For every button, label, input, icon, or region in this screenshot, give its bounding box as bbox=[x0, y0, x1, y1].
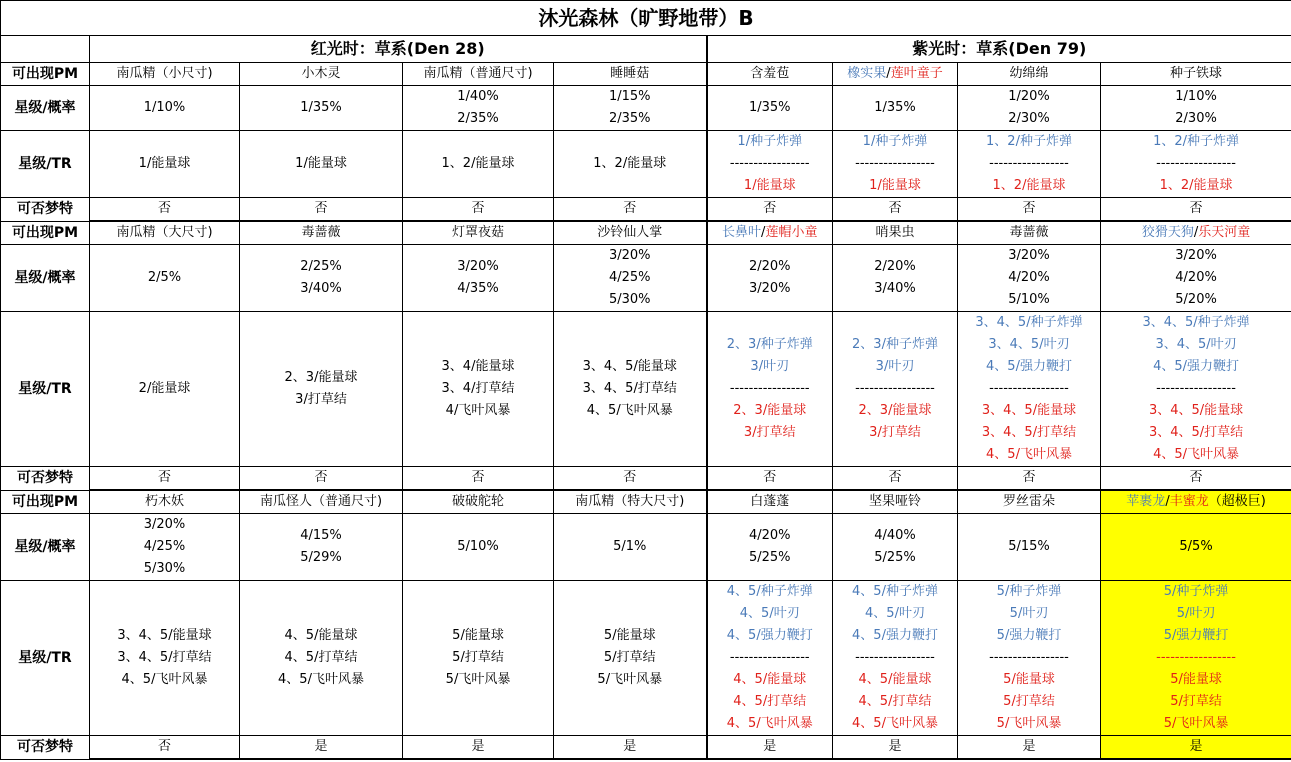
pm-cell bbox=[1101, 63, 1291, 86]
pm-cell bbox=[554, 221, 707, 245]
cell-text: 4、5/种子炸弹 bbox=[852, 584, 938, 599]
tr-cell bbox=[833, 131, 958, 198]
cell-text: 5/种子炸弹 bbox=[1163, 584, 1229, 599]
purple-light-header: 紫光时：草系(Den 79) bbox=[707, 36, 1291, 63]
row-label-dream: 可否梦特 bbox=[1, 467, 90, 491]
pm-cell bbox=[403, 63, 554, 86]
cell-text: 2/35% bbox=[457, 111, 499, 126]
pm-cell bbox=[958, 490, 1101, 514]
cell-text: 3、4、5/打草结 bbox=[1148, 425, 1244, 440]
cell-text: 3/20% bbox=[457, 259, 499, 274]
cell-text: 1/种子炸弹 bbox=[737, 134, 803, 149]
cell-text: ----------------- bbox=[989, 381, 1069, 396]
row-label-tr: 星级/TR bbox=[1, 312, 90, 467]
cell-text: 5/20% bbox=[1175, 292, 1217, 307]
cell-text: 莲叶童子 bbox=[890, 66, 943, 81]
rate-cell bbox=[707, 514, 833, 581]
cell-text: 3、4、5/打草结 bbox=[117, 650, 212, 665]
cell-text: 长鼻叶 bbox=[722, 225, 762, 240]
cell-text: 4、5/强力鞭打 bbox=[986, 359, 1072, 374]
rate-cell bbox=[554, 514, 707, 581]
cell-text: ----------------- bbox=[855, 650, 935, 665]
cell-text: 1、2/能量球 bbox=[1159, 178, 1233, 193]
cell-text: 狡猾天狗 bbox=[1141, 225, 1194, 240]
pm-cell bbox=[240, 221, 403, 245]
cell-text: 3/打草结 bbox=[295, 392, 347, 407]
cell-text: 3/20% bbox=[608, 248, 651, 263]
cell-text: 5/飞叶风暴 bbox=[996, 716, 1062, 731]
cell-text: 4、5/飞叶风暴 bbox=[1153, 447, 1240, 462]
cell-text: ----------------- bbox=[855, 381, 935, 396]
cell-text: 1、2/能量球 bbox=[593, 156, 667, 171]
tr-cell bbox=[958, 131, 1101, 198]
cell-text: 5/能量球 bbox=[603, 628, 656, 643]
rate-cell bbox=[403, 514, 554, 581]
cell-text: 5/能量球 bbox=[1003, 672, 1055, 687]
rate-cell bbox=[707, 245, 833, 312]
dream-cell: 否 bbox=[833, 198, 958, 222]
cell-text: 1/能量球 bbox=[138, 156, 191, 171]
cell-text: 3/叶刃 bbox=[750, 359, 790, 374]
cell-text: ----------------- bbox=[1156, 156, 1236, 171]
dream-cell: 否 bbox=[1101, 467, 1291, 491]
rate-cell bbox=[240, 86, 403, 131]
dream-cell: 否 bbox=[554, 198, 707, 222]
dream-cell: 否 bbox=[1101, 198, 1291, 222]
cell-text: ----------------- bbox=[729, 381, 810, 396]
cell-text: ----------------- bbox=[729, 156, 810, 171]
dream-cell: 否 bbox=[707, 198, 833, 222]
cell-text: 4、5/飞叶风暴 bbox=[852, 716, 938, 731]
cell-text: 5/种子炸弹 bbox=[996, 584, 1062, 599]
rate-cell bbox=[90, 245, 240, 312]
tr-cell bbox=[833, 581, 958, 736]
cell-text: 4/20% bbox=[748, 528, 791, 543]
tr-cell bbox=[90, 312, 240, 467]
cell-text: 1/10% bbox=[1175, 89, 1217, 104]
cell-text: 4、5/能量球 bbox=[733, 672, 807, 687]
cell-text: 2、3/种子炸弹 bbox=[852, 337, 938, 352]
cell-text: 4/20% bbox=[1008, 270, 1050, 285]
cell-text: 2/25% bbox=[300, 259, 342, 274]
cell-text: 3、4、5/能量球 bbox=[582, 359, 677, 374]
rate-cell bbox=[403, 86, 554, 131]
pm-cell bbox=[403, 490, 554, 514]
row-rate bbox=[1, 86, 1291, 131]
cell-text: 罗丝雷朵 bbox=[1002, 494, 1055, 509]
cell-text: 3/打草结 bbox=[743, 425, 796, 440]
dream-cell: 是 bbox=[240, 736, 403, 760]
pm-cell bbox=[707, 490, 833, 514]
pm-cell bbox=[707, 221, 833, 245]
rate-cell bbox=[90, 514, 240, 581]
cell-text: 5/叶刃 bbox=[1176, 606, 1216, 621]
dream-cell: 是 bbox=[707, 736, 833, 760]
tr-cell bbox=[403, 312, 554, 467]
dream-cell: 是 bbox=[833, 736, 958, 760]
tr-cell bbox=[90, 581, 240, 736]
rate-cell bbox=[90, 86, 240, 131]
row-label-rate: 星级/概率 bbox=[1, 245, 90, 312]
rate-cell bbox=[833, 514, 958, 581]
tr-cell bbox=[240, 581, 403, 736]
cell-text: 种子铁球 bbox=[1170, 66, 1223, 81]
cell-text: 3/叶刃 bbox=[875, 359, 915, 374]
cell-text: 5/30% bbox=[143, 561, 186, 576]
pm-cell bbox=[90, 221, 240, 245]
row-dream bbox=[1, 467, 1291, 491]
cell-text: 2、3/种子炸弹 bbox=[726, 337, 813, 352]
cell-text: ----------------- bbox=[1156, 381, 1236, 396]
pm-cell bbox=[833, 63, 958, 86]
cell-text: 5/飞叶风暴 bbox=[597, 672, 663, 687]
rate-cell bbox=[833, 245, 958, 312]
row-tr bbox=[1, 312, 1291, 467]
cell-text: 3、4、5/种子炸弹 bbox=[975, 315, 1083, 330]
rate-cell bbox=[240, 245, 403, 312]
cell-text: 3、4、5/打草结 bbox=[981, 425, 1077, 440]
cell-text: 4/15% bbox=[300, 528, 342, 543]
cell-text: ----------------- bbox=[729, 650, 810, 665]
cell-text: 朽木妖 bbox=[144, 494, 184, 509]
tr-cell bbox=[833, 312, 958, 467]
cell-text: 5/强力鞭打 bbox=[996, 628, 1062, 643]
cell-text: 4、5/打草结 bbox=[284, 650, 358, 665]
row-pm bbox=[1, 63, 1291, 86]
cell-text: 毒蔷薇 bbox=[1009, 225, 1049, 240]
cell-text: 南瓜怪人（普通尺寸) bbox=[259, 494, 383, 509]
cell-text: / bbox=[1193, 225, 1199, 240]
row-label-rate: 星级/概率 bbox=[1, 514, 90, 581]
tr-cell bbox=[90, 131, 240, 198]
rate-cell bbox=[554, 86, 707, 131]
cell-text: 1/15% bbox=[608, 89, 651, 104]
cell-text: 3、4、5/叶刃 bbox=[988, 337, 1070, 352]
cell-text: 哨果虫 bbox=[875, 225, 915, 240]
dream-cell: 否 bbox=[90, 467, 240, 491]
cell-text: 5/飞叶风暴 bbox=[445, 672, 511, 687]
cell-text: 3、4、5/能量球 bbox=[117, 628, 212, 643]
cell-text: 4、5/打草结 bbox=[858, 694, 932, 709]
cell-text: 苹裹龙 bbox=[1126, 494, 1166, 509]
cell-text: 5/打草结 bbox=[603, 650, 656, 665]
cell-text: 破破舵轮 bbox=[451, 494, 504, 509]
rate-cell bbox=[958, 514, 1101, 581]
cell-text: 南瓜精（小尺寸) bbox=[116, 66, 213, 81]
dream-cell: 否 bbox=[90, 736, 240, 760]
cell-text: 3、4、5/打草结 bbox=[582, 381, 677, 396]
cell-text: 3、4/打草结 bbox=[441, 381, 515, 396]
row-label-pm: 可出现PM bbox=[1, 490, 90, 514]
cell-text: 4/25% bbox=[143, 539, 186, 554]
cell-text: 4、5/打草结 bbox=[733, 694, 807, 709]
tr-cell bbox=[240, 131, 403, 198]
cell-text: 5/5% bbox=[1179, 539, 1213, 554]
pm-cell bbox=[958, 221, 1101, 245]
cell-text: 5/10% bbox=[457, 539, 499, 554]
cell-text: / bbox=[886, 66, 891, 81]
cell-text: 2、3/能量球 bbox=[733, 403, 807, 418]
rate-cell bbox=[1101, 86, 1291, 131]
cell-text: 2/30% bbox=[1175, 111, 1217, 126]
cell-text: 2、3/能量球 bbox=[858, 403, 932, 418]
rate-cell bbox=[554, 245, 707, 312]
cell-text: 坚果哑铃 bbox=[868, 494, 921, 509]
pm-cell bbox=[90, 63, 240, 86]
dream-cell: 否 bbox=[554, 467, 707, 491]
cell-text: 5/1% bbox=[613, 539, 647, 554]
cell-text: 4/35% bbox=[457, 281, 499, 296]
cell-text: 沙铃仙人掌 bbox=[597, 225, 663, 240]
cell-text: 2/5% bbox=[147, 270, 182, 285]
pm-cell bbox=[240, 490, 403, 514]
row-label-dream: 可否梦特 bbox=[1, 736, 90, 760]
dream-cell: 是 bbox=[958, 736, 1101, 760]
cell-text: 4/25% bbox=[608, 270, 651, 285]
cell-text: 2/能量球 bbox=[138, 381, 191, 396]
cell-text: 5/30% bbox=[608, 292, 651, 307]
cell-text: 4、5/飞叶风暴 bbox=[726, 716, 813, 731]
cell-text: ----------------- bbox=[989, 650, 1069, 665]
cell-text: 1/35% bbox=[748, 100, 791, 115]
row-rate bbox=[1, 245, 1291, 312]
dream-cell: 否 bbox=[403, 467, 554, 491]
row-tr bbox=[1, 581, 1291, 736]
dream-cell: 是 bbox=[1101, 736, 1291, 760]
rate-cell bbox=[240, 514, 403, 581]
cell-text: 丰蜜龙 bbox=[1169, 494, 1209, 509]
tr-cell bbox=[554, 131, 707, 198]
cell-text: ----------------- bbox=[989, 156, 1069, 171]
dream-cell: 否 bbox=[707, 467, 833, 491]
tr-cell bbox=[958, 581, 1101, 736]
pm-cell bbox=[1101, 490, 1291, 514]
row-pm bbox=[1, 490, 1291, 514]
cell-text: 1/40% bbox=[457, 89, 499, 104]
cell-text: 2/20% bbox=[748, 259, 791, 274]
cell-text: 5/25% bbox=[874, 550, 916, 565]
cell-text: 毒蔷薇 bbox=[301, 225, 341, 240]
tr-cell bbox=[240, 312, 403, 467]
corner-cell bbox=[1, 36, 90, 63]
dream-cell: 否 bbox=[240, 198, 403, 222]
cell-text: 4、5/能量球 bbox=[858, 672, 932, 687]
cell-text: 1、2/种子炸弹 bbox=[986, 134, 1072, 149]
cell-text: 3/20% bbox=[748, 281, 791, 296]
tr-cell bbox=[707, 312, 833, 467]
row-label-pm: 可出现PM bbox=[1, 221, 90, 245]
cell-text: 莲帽小童 bbox=[765, 225, 818, 240]
cell-text: 5/15% bbox=[1008, 539, 1050, 554]
rate-cell bbox=[958, 245, 1101, 312]
tr-cell bbox=[1101, 312, 1291, 467]
cell-text: 4、5/种子炸弹 bbox=[726, 584, 813, 599]
cell-text: 4/20% bbox=[1175, 270, 1217, 285]
cell-text: 5/25% bbox=[748, 550, 791, 565]
cell-text: 1/能量球 bbox=[743, 178, 796, 193]
cell-text: 3/20% bbox=[1008, 248, 1050, 263]
row-dream bbox=[1, 198, 1291, 222]
row-label-rate: 星级/概率 bbox=[1, 86, 90, 131]
tr-cell bbox=[707, 581, 833, 736]
cell-text: 5/29% bbox=[300, 550, 342, 565]
cell-text: 4、5/飞叶风暴 bbox=[121, 672, 208, 687]
pm-cell bbox=[707, 63, 833, 86]
cell-text: 4、5/飞叶风暴 bbox=[986, 447, 1072, 462]
row-label-tr: 星级/TR bbox=[1, 581, 90, 736]
cell-text: / bbox=[1165, 494, 1170, 509]
pm-cell bbox=[833, 490, 958, 514]
rate-cell bbox=[958, 86, 1101, 131]
cell-text: 5/打草结 bbox=[1170, 694, 1222, 709]
cell-text: 2/35% bbox=[608, 111, 651, 126]
dream-cell: 否 bbox=[240, 467, 403, 491]
tr-cell bbox=[554, 312, 707, 467]
cell-text: 3/打草结 bbox=[869, 425, 921, 440]
cell-text: 5/强力鞭打 bbox=[1163, 628, 1229, 643]
cell-text: 小木灵 bbox=[301, 66, 341, 81]
dream-cell: 否 bbox=[958, 198, 1101, 222]
cell-text: ----------------- bbox=[855, 156, 935, 171]
cell-text: 南瓜精（特大尺寸) bbox=[575, 494, 685, 509]
cell-text: 灯罩夜菇 bbox=[451, 225, 504, 240]
row-dream bbox=[1, 736, 1291, 760]
tr-cell bbox=[403, 581, 554, 736]
row-label-pm: 可出现PM bbox=[1, 63, 90, 86]
rate-cell bbox=[1101, 245, 1291, 312]
cell-text: 2/20% bbox=[874, 259, 916, 274]
cell-text: 南瓜精（大尺寸) bbox=[116, 225, 213, 240]
dream-cell: 是 bbox=[554, 736, 707, 760]
tr-cell bbox=[707, 131, 833, 198]
pm-cell bbox=[554, 490, 707, 514]
cell-text: 5/能量球 bbox=[1170, 672, 1222, 687]
pm-cell bbox=[958, 63, 1101, 86]
cell-text: 5/打草结 bbox=[452, 650, 504, 665]
pm-cell bbox=[90, 490, 240, 514]
tr-cell bbox=[1101, 131, 1291, 198]
cell-text: 3/20% bbox=[143, 517, 186, 532]
row-rate bbox=[1, 514, 1291, 581]
cell-text: 4/40% bbox=[874, 528, 916, 543]
cell-text: 5/飞叶风暴 bbox=[1163, 716, 1229, 731]
cell-text: 橡实果 bbox=[847, 66, 887, 81]
rate-cell bbox=[1101, 514, 1291, 581]
tr-cell bbox=[1101, 581, 1291, 736]
cell-text: 3/20% bbox=[1175, 248, 1217, 263]
cell-text: 4、5/飞叶风暴 bbox=[586, 403, 673, 418]
cell-text: / bbox=[761, 225, 766, 240]
cell-text: 1/20% bbox=[1008, 89, 1050, 104]
cell-text: 3、4/能量球 bbox=[441, 359, 515, 374]
cell-text: 1/35% bbox=[300, 100, 342, 115]
dream-cell: 否 bbox=[958, 467, 1101, 491]
cell-text: 5/叶刃 bbox=[1009, 606, 1049, 621]
cell-text: 1、2/种子炸弹 bbox=[1153, 134, 1240, 149]
rate-cell bbox=[833, 86, 958, 131]
cell-text: 1/能量球 bbox=[295, 156, 347, 171]
cell-text: 2/30% bbox=[1008, 111, 1050, 126]
cell-text: 幼绵绵 bbox=[1009, 66, 1049, 81]
cell-text: 3/40% bbox=[874, 281, 916, 296]
tr-cell bbox=[958, 312, 1101, 467]
cell-text: 1、2/能量球 bbox=[441, 156, 515, 171]
cell-text: 5/10% bbox=[1008, 292, 1050, 307]
row-label-tr: 星级/TR bbox=[1, 131, 90, 198]
page-title: 沐光森林（旷野地带）B bbox=[1, 1, 1291, 36]
cell-text: 1/35% bbox=[874, 100, 916, 115]
cell-text: 睡睡菇 bbox=[610, 66, 650, 81]
pm-cell bbox=[1101, 221, 1291, 245]
dream-cell: 否 bbox=[833, 467, 958, 491]
cell-text: 乐天河童 bbox=[1198, 225, 1251, 240]
pm-cell bbox=[403, 221, 554, 245]
cell-text: 4、5/叶刃 bbox=[865, 606, 925, 621]
cell-text: 3、4、5/种子炸弹 bbox=[1142, 315, 1250, 330]
row-label-dream: 可否梦特 bbox=[1, 198, 90, 222]
cell-text: ----------------- bbox=[1156, 650, 1236, 665]
cell-text: （超极巨) bbox=[1208, 494, 1266, 509]
dream-cell: 否 bbox=[90, 198, 240, 222]
cell-text: 5/打草结 bbox=[1003, 694, 1055, 709]
pm-cell bbox=[833, 221, 958, 245]
cell-text: 4、5/强力鞭打 bbox=[1153, 359, 1240, 374]
row-pm bbox=[1, 221, 1291, 245]
cell-text: 4、5/能量球 bbox=[284, 628, 358, 643]
cell-text: 1/10% bbox=[143, 100, 186, 115]
cell-text: 3、4、5/能量球 bbox=[1148, 403, 1244, 418]
row-tr bbox=[1, 131, 1291, 198]
cell-text: 2、3/能量球 bbox=[284, 370, 358, 385]
pm-cell bbox=[554, 63, 707, 86]
red-light-header: 红光时：草系(Den 28) bbox=[90, 36, 707, 63]
dream-cell: 否 bbox=[403, 198, 554, 222]
cell-text: 南瓜精（普通尺寸) bbox=[423, 66, 533, 81]
cell-text: 1/种子炸弹 bbox=[862, 134, 928, 149]
tr-cell bbox=[403, 131, 554, 198]
cell-text: 1/能量球 bbox=[869, 178, 921, 193]
cell-text: 4、5/飞叶风暴 bbox=[278, 672, 364, 687]
pm-cell bbox=[240, 63, 403, 86]
cell-text: 4、5/叶刃 bbox=[739, 606, 800, 621]
dream-cell: 是 bbox=[403, 736, 554, 760]
tr-cell bbox=[554, 581, 707, 736]
cell-text: 含羞苞 bbox=[750, 66, 790, 81]
cell-text: 白蓬蓬 bbox=[750, 494, 790, 509]
cell-text: 1、2/能量球 bbox=[992, 178, 1066, 193]
cell-text: 3、4、5/叶刃 bbox=[1155, 337, 1237, 352]
cell-text: 3/40% bbox=[300, 281, 342, 296]
cell-text: 5/能量球 bbox=[452, 628, 504, 643]
cell-text: 3、4、5/能量球 bbox=[981, 403, 1077, 418]
cell-text: 4、5/强力鞭打 bbox=[852, 628, 938, 643]
rate-cell bbox=[403, 245, 554, 312]
rate-cell bbox=[707, 86, 833, 131]
cell-text: 4、5/强力鞭打 bbox=[726, 628, 813, 643]
cell-text: 4/飞叶风暴 bbox=[445, 403, 511, 418]
